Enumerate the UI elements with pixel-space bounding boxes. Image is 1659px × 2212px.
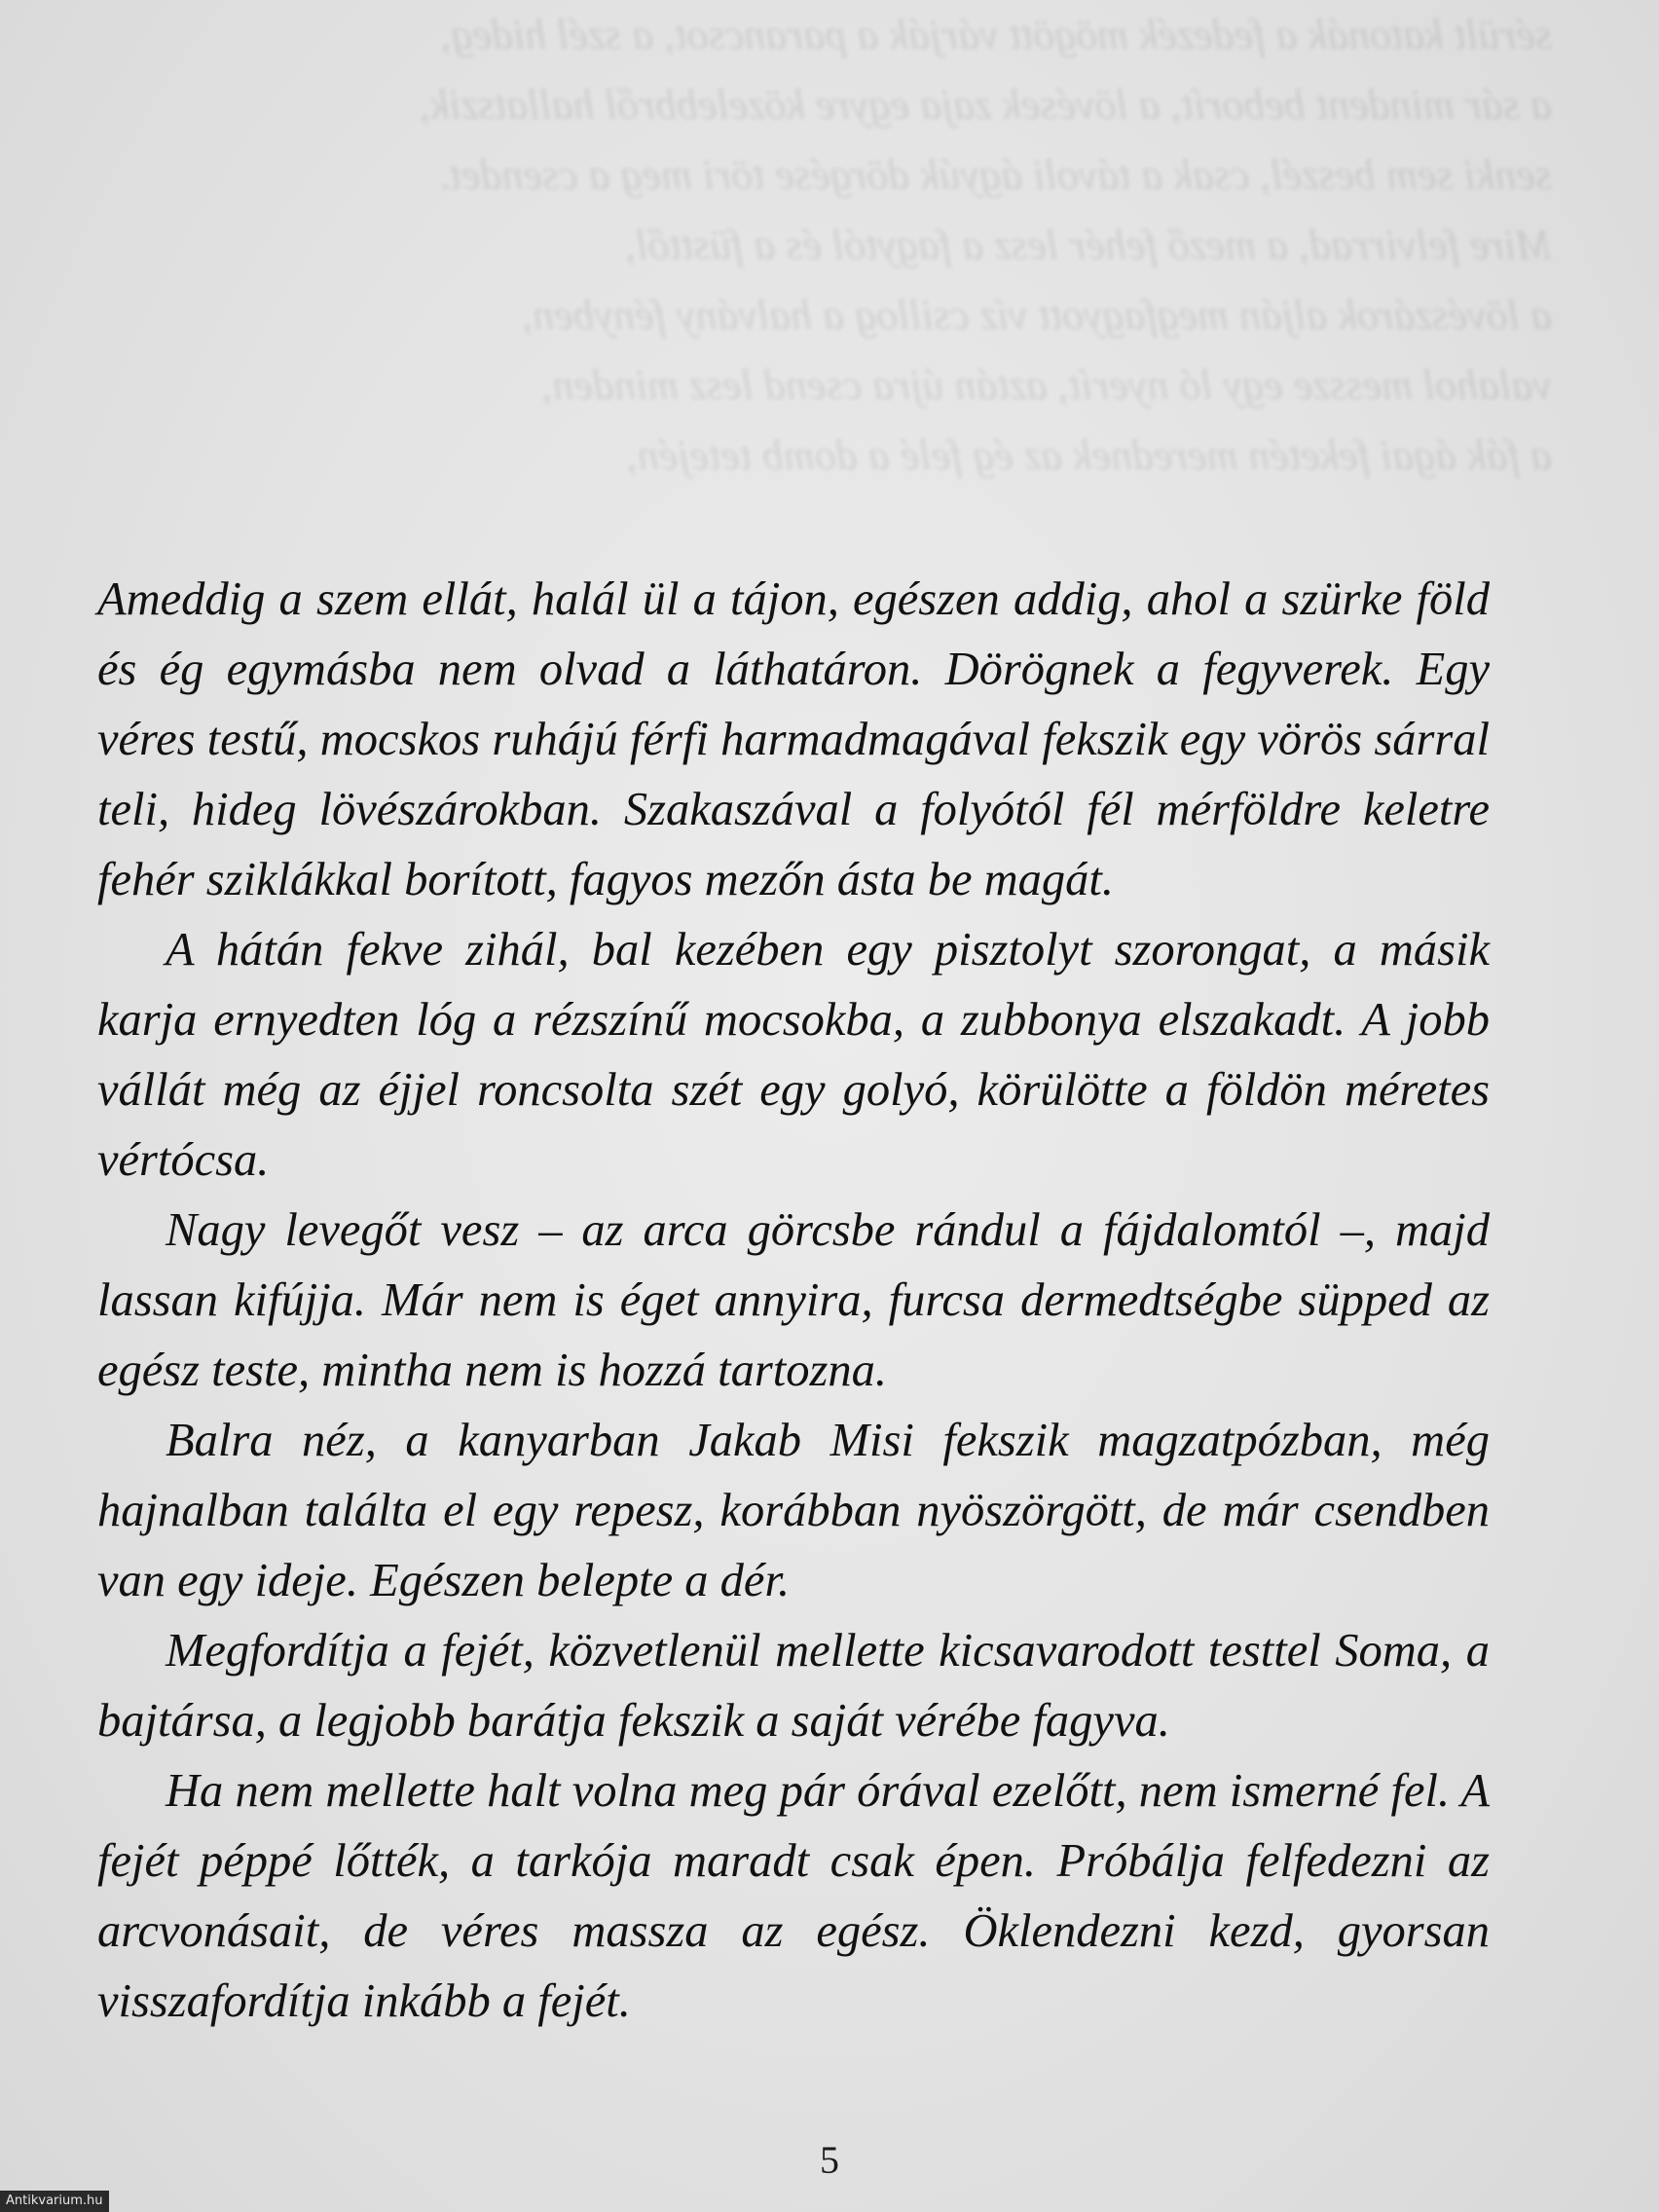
paragraph-6: Ha nem mellette halt volna meg pár órával ezelőtt, nem ismerné fel. A fejét péppé lőtték, a tarkója maradt csak épen. Próbálja felfedezni az arcvonásait, de véres massza az egész. Öklendezni kezd, gyorsan visszafordítja inkább a fejét.: [97, 1765, 1490, 2027]
paragraph-4: Balra néz, a kanyarban Jakab Misi fekszik magzatpózban, még hajnalban találta el egy repesz, korábban nyöszörgött, de már csendben van egy ideje. Egészen belepte a dér.: [97, 1415, 1490, 1606]
paragraph-1: Ameddig a szem ellát, halál ül a tájon, egészen addig, ahol a szürke föld és ég egymásba nem olvad a láthatáron. Dörögnek a fegyverek. Egy véres testű, mocskos ruhájú férfi harmadmagával fekszik egy vörös sárral teli, hideg lövészárokban. Szakaszával a folyótól fél mérföldre keletre fehér sziklákkal borított, fagyos mezőn ásta be magát.: [97, 573, 1490, 905]
paragraph-5: Megfordítja a fejét, közvetlenül mellette kicsavarodott testtel Soma, a bajtársa, a legjobb barátja fekszik a saját vérébe fagyva.: [97, 1625, 1490, 1747]
page-body: [97, 565, 1490, 2037]
paragraph-2: A hátán fekve zihál, bal kezében egy pisztolyt szorongat, a másik karja ernyedten lóg a rézszínű mocsokba, a zubbonya elszakadt. A jobb vállát még az éjjel roncsolta szét egy golyó, körülötte a földön méretes vértócsa.: [97, 924, 1490, 1186]
watermark: Antikvarium.hu: [0, 2191, 109, 2212]
show-through-text: sérült katonák a fedezék mögött várják a parancsot, a szél hideg, a sár mindent beborít, a lövések zaja egyre közelebbről hallatszik, senki sem beszél, csak a távoli ágyúk dörgése töri meg a csendet. Mire felvirrad, a mező fehér lesz a fagytól és a füsttől, a lövészárok alján megfagyott víz csillog a halvány fényben, valahol messze egy ló nyerít, aztán újra csend lesz minden, a fák ágai feketén merednek az ég felé a domb tetején,: [420, 11, 1552, 479]
paragraph-3: Nagy levegőt vesz – az arca görcsbe rándul a fájdalomtól –, majd lassan kifújja. Már nem is éget annyira, furcsa dermedtségbe süpped az egész teste, mintha nem is hozzá tartozna.: [97, 1204, 1490, 1396]
page-number: 5: [820, 2138, 839, 2182]
